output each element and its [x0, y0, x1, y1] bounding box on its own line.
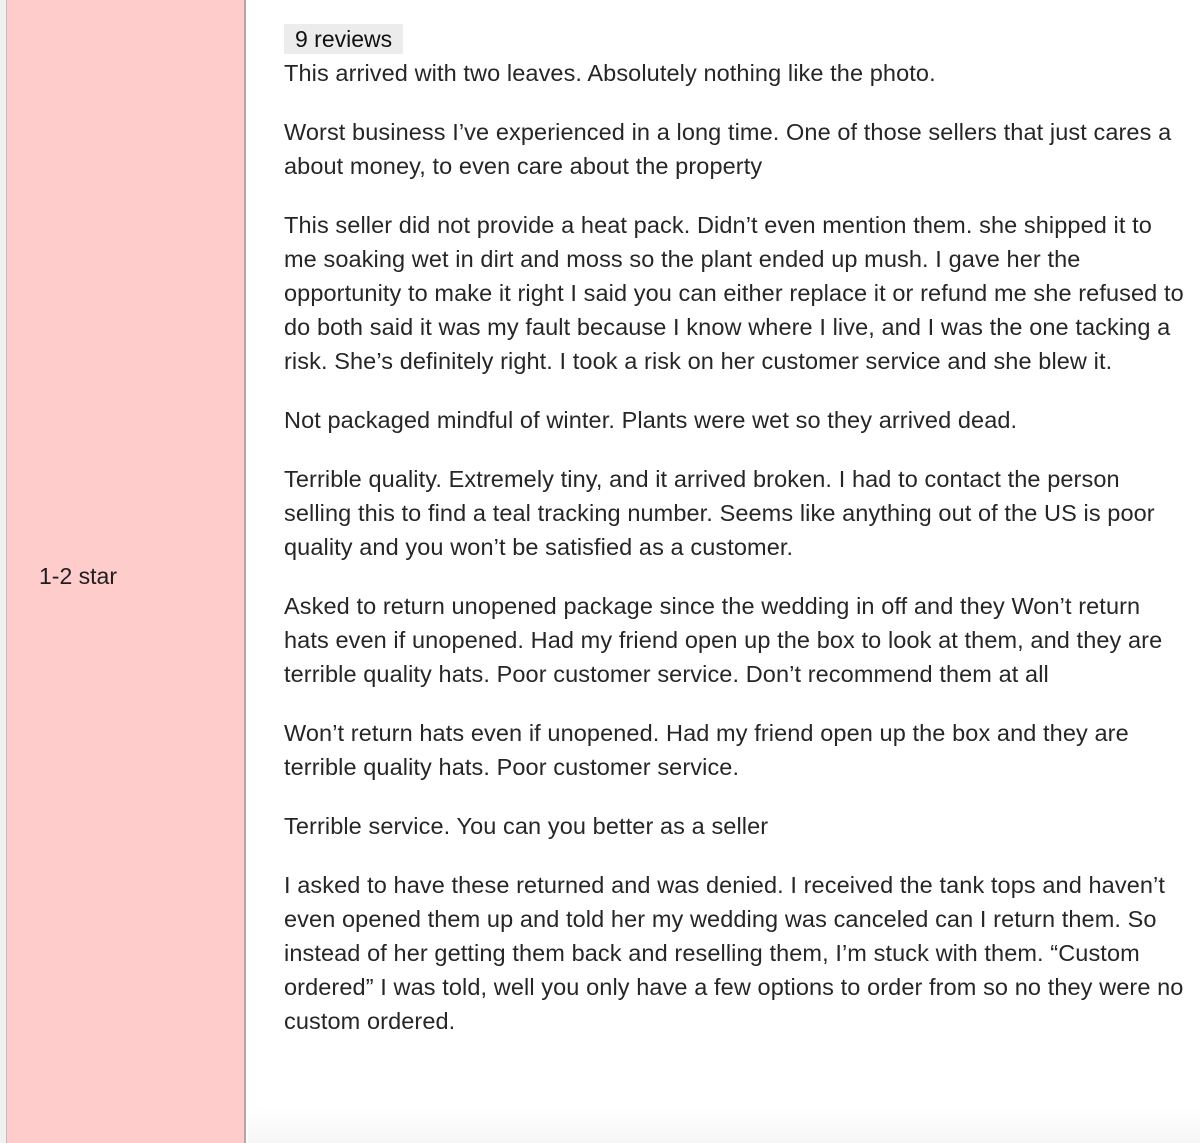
reviews-count-badge: 9 reviews [284, 24, 403, 54]
review-item: Worst business I’ve experienced in a long time. One of those sellers that just cares a about money, to even care about the property [284, 118, 1172, 179]
review-item: This seller did not provide a heat pack. Didn’t even mention them. she shipped it to me soaking wet in dirt and moss so the plant ended up mush. I gave her the opportunity to make it right I said you can either replace it or refund me she refused to do both said it was my fault because I know where I live, and I was the one tacking a risk. She’s definitely right. I took a risk on her customer service and she blew it. [284, 211, 1184, 375]
reviews-cell [248, 0, 1200, 1143]
review-item: Terrible service. You can you better as a seller [284, 812, 769, 839]
review-item: Asked to return unopened package since the wedding in off and they Won’t return hats even if unopened. Had my friend open up the box to look at them, and they are terrible quality hats. Poor customer service. Don’t recommend them at all [284, 592, 1163, 688]
review-list [284, 56, 1190, 1063]
rating-category-label: 1-2 star [39, 563, 117, 589]
review-item: This arrived with two leaves. Absolutely nothing like the photo. [284, 60, 936, 86]
review-item: Won’t return hats even if unopened. Had my friend open up the box and they are terrible quality hats. Poor customer service. [284, 720, 1129, 781]
rating-category-cell [7, 0, 246, 1143]
review-item: Not packaged mindful of winter. Plants were wet so they arrived dead. [284, 407, 1018, 434]
review-item: I asked to have these returned and was denied. I received the tank tops and haven’t even opened them up and told her my wedding was canceled can I return them. So instead of her getting them back and reselling them, I’m stuck with them. “Custom ordered” I was told, well you only have a few options to order from so no they were no custom ordered. [284, 871, 1184, 1035]
review-item: Terrible quality. Extremely tiny, and it arrived broken. I had to contact the person selling this to find a teal tracking number. Seems like anything out of the US is poor quality and you won’t be satisfied as a customer. [284, 465, 1155, 561]
table-left-border [0, 0, 7, 1143]
